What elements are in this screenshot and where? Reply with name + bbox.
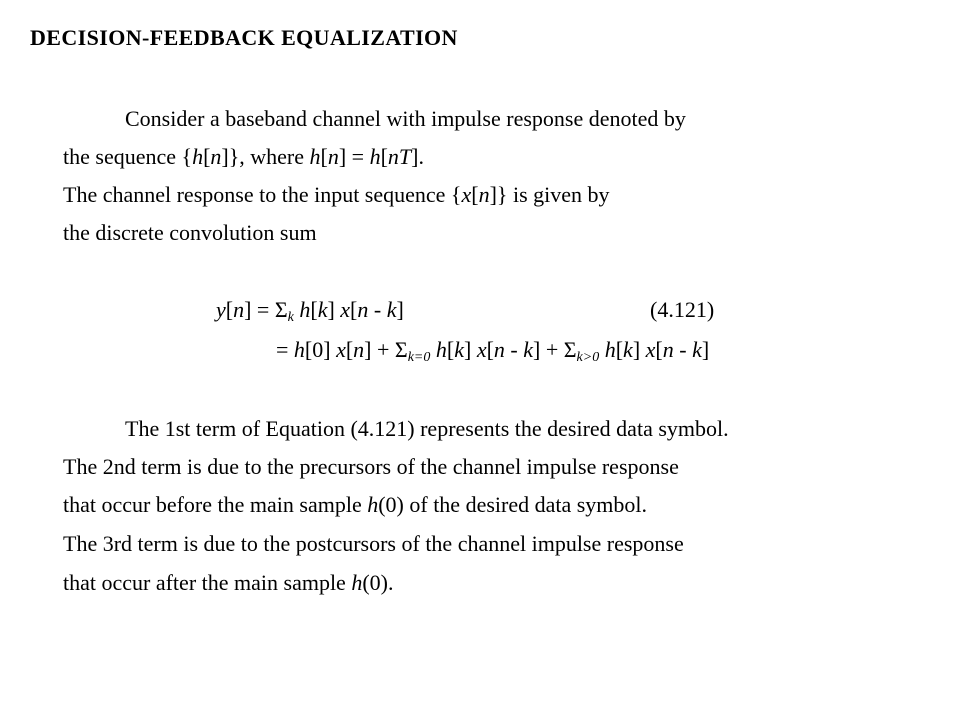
text-run: Consider a baseband channel with impulse response denoted by: [125, 106, 686, 131]
text-run: [: [471, 182, 479, 207]
paragraph2-line4: [63, 530, 684, 558]
text-run: ]: [396, 297, 404, 322]
text-run: [: [345, 337, 354, 362]
paragraph1-line4: [63, 219, 317, 247]
text-run: [: [446, 337, 455, 362]
text-run: ] + Σ: [364, 337, 408, 362]
text-run: ]} is given by: [489, 182, 610, 207]
math-var: h: [604, 337, 616, 362]
paragraph1-line3: [63, 181, 610, 209]
text-run: -: [504, 337, 524, 362]
math-var: x: [461, 182, 472, 207]
paragraph2-line2: [63, 453, 679, 481]
text-run: [: [486, 337, 494, 362]
text-run: ]: [463, 337, 477, 362]
text-run: -: [673, 337, 693, 362]
slide-title: DECISION-FEEDBACK EQUALIZATION: [30, 25, 458, 50]
math-var: k: [454, 337, 464, 362]
math-var: k: [317, 297, 328, 322]
text-run: (0).: [362, 570, 394, 595]
math-var: y: [216, 297, 226, 322]
math-var: n: [353, 337, 365, 362]
equation-line2: [276, 336, 709, 364]
math-var: n: [327, 144, 339, 169]
paragraph1-line1: [125, 105, 686, 133]
text-run: [: [615, 337, 624, 362]
text-run: ]: [632, 337, 646, 362]
math-var: k: [623, 337, 633, 362]
paragraph2-line3: [63, 491, 647, 519]
paragraph2-line5: [63, 569, 393, 597]
math-var: n: [210, 144, 222, 169]
math-var: k: [386, 297, 397, 322]
text-run: ]: [327, 297, 341, 322]
text-run: [: [655, 337, 663, 362]
math-var: h: [299, 297, 311, 322]
math-var: x: [645, 337, 656, 362]
text-run: [: [203, 144, 211, 169]
text-run: ] = Σ: [244, 297, 288, 322]
math-var: n: [233, 297, 245, 322]
text-run: ].: [411, 144, 424, 169]
text-run: ]}, where: [221, 144, 310, 169]
text-run: [: [350, 297, 358, 322]
math-var: nT: [387, 144, 412, 169]
text-run: ] =: [338, 144, 370, 169]
equation-line1: [216, 296, 404, 324]
text-run: [: [225, 297, 234, 322]
math-var: n: [478, 182, 490, 207]
text-run: that occur after the main sample: [63, 570, 352, 595]
paragraph2-line1: [125, 415, 729, 443]
text-run: [0]: [304, 337, 337, 362]
math-var: h: [192, 144, 204, 169]
math-var: h: [351, 570, 363, 595]
math-var: x: [476, 337, 487, 362]
text-run: The 2nd term is due to the precursors of the channel impulse response: [63, 454, 679, 479]
math-subscript: k=0: [407, 350, 431, 365]
text-run: the discrete convolution sum: [63, 220, 317, 245]
text-run: The 3rd term is due to the postcursors of the channel impulse response: [63, 531, 684, 556]
text-run: the sequence {: [63, 144, 193, 169]
text-run: ]: [701, 337, 710, 362]
text-run: [: [310, 297, 318, 322]
text-run: (0) of the desired data symbol.: [378, 492, 648, 517]
text-run: The 1st term of Equation (4.121) represents the desired data symbol.: [125, 416, 729, 441]
text-run: -: [368, 297, 387, 322]
math-var: k: [523, 337, 533, 362]
math-var: h: [369, 144, 381, 169]
math-var: h: [367, 492, 379, 517]
math-var: n: [662, 337, 674, 362]
math-var: x: [340, 297, 351, 322]
math-subscript: k: [287, 310, 294, 325]
text-run: [: [380, 144, 388, 169]
math-var: x: [336, 337, 346, 362]
math-var: n: [357, 297, 369, 322]
text-run: ] + Σ: [533, 337, 577, 362]
math-var: k: [692, 337, 702, 362]
text-run: =: [276, 337, 294, 362]
math-var: h: [293, 337, 305, 362]
math-var: h: [435, 337, 447, 362]
text-run: [: [320, 144, 328, 169]
math-var: n: [493, 337, 505, 362]
math-var: h: [309, 144, 321, 169]
text-run: (4.121): [650, 297, 715, 322]
text-run: that occur before the main sample: [63, 492, 368, 517]
text-run: The channel response to the input sequence {: [63, 182, 462, 207]
math-subscript: k>0: [576, 350, 600, 365]
equation-number: [650, 296, 714, 324]
paragraph1-line2: [63, 143, 424, 171]
